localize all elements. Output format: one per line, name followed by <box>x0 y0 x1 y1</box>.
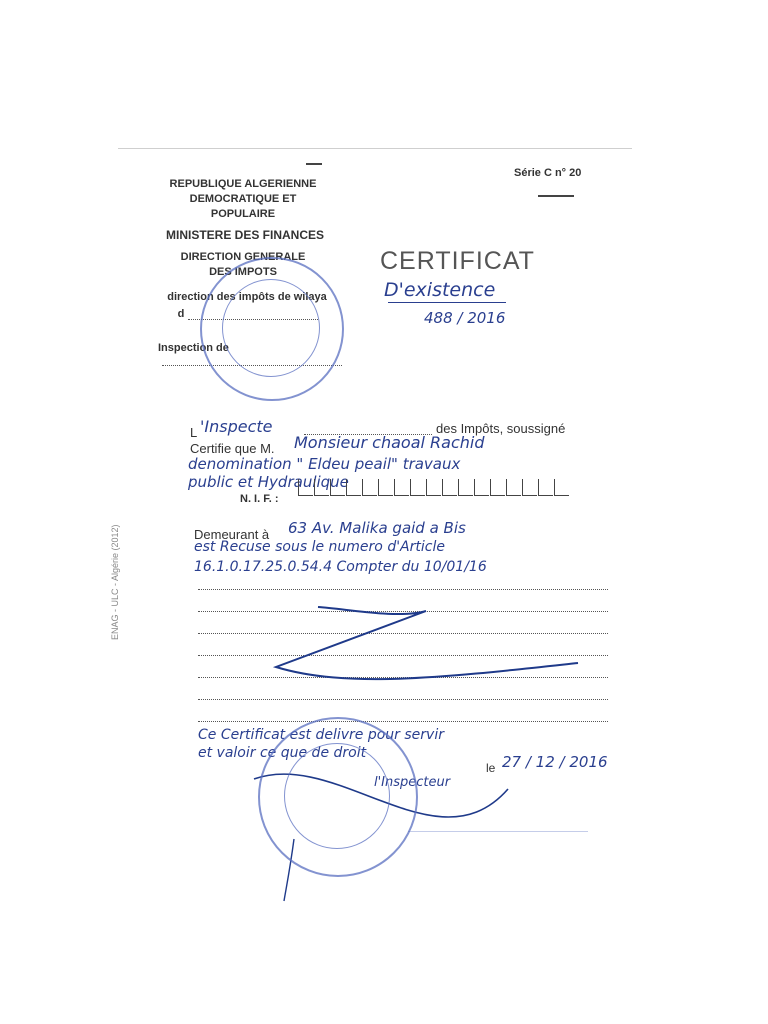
hw-recuse: est Recuse sous le numero d'Article <box>194 539 445 555</box>
demeurant-label: Demeurant à <box>194 527 270 542</box>
hw-public-hydraulique: public et Hydraulique <box>188 473 349 491</box>
direction-line-1: DIRECTION GENERALE <box>180 251 306 263</box>
hw-inspecteur: 'Inspecte <box>200 417 273 436</box>
nif-label: N. I. F. : <box>240 493 279 505</box>
republic-line-3: POPULAIRE <box>210 208 276 220</box>
handwritten-subtitle: D'existence <box>384 279 496 301</box>
republic-line-1: REPUBLIQUE ALGERIENNE <box>169 178 317 190</box>
ministry-title: MINISTERE DES FINANCES <box>165 228 324 242</box>
hw-address: 63 Av. Malika gaid a Bis <box>288 519 466 537</box>
side-printer-text: ENAG - ULC - Algérie (2012) <box>110 524 120 640</box>
bottom-stamp-inner <box>284 743 390 849</box>
direction-line-2: DES IMPOTS <box>209 266 277 278</box>
faint-stamp <box>408 785 588 832</box>
hw-denomination: denomination " Eldeu peail" travaux <box>188 455 461 473</box>
hw-date: 27 / 12 / 2016 <box>502 753 608 771</box>
inspection-label: Inspection de <box>158 342 229 354</box>
certificat-title: CERTIFICAT <box>380 247 535 275</box>
hw-valoir: et valoir ce que de droit <box>198 745 367 761</box>
wilaya-label: direction des impôts de wilaya <box>167 291 327 303</box>
republic-line-2: DEMOCRATIQUE ET <box>189 193 297 205</box>
hw-signature-caption: l'Inspecteur <box>374 775 451 790</box>
serie-label: Série C n° 20 <box>514 167 582 179</box>
certifie-label: Certifie que M. <box>190 441 275 456</box>
prefix-l: L <box>190 425 198 440</box>
impots-soussigne: des Impôts, soussigné <box>436 421 566 436</box>
hw-article: 16.1.0.17.25.0.54.4 Compter du 10/01/16 <box>194 559 487 575</box>
hw-delivre: Ce Certificat est delivre pour servir <box>198 727 444 743</box>
d-label: d <box>177 308 185 320</box>
hw-name: Monsieur chaoal Rachid <box>294 433 485 452</box>
handwritten-number: 488 / 2016 <box>424 309 506 327</box>
le-label: le <box>486 761 496 775</box>
certificate-sheet <box>118 148 632 909</box>
